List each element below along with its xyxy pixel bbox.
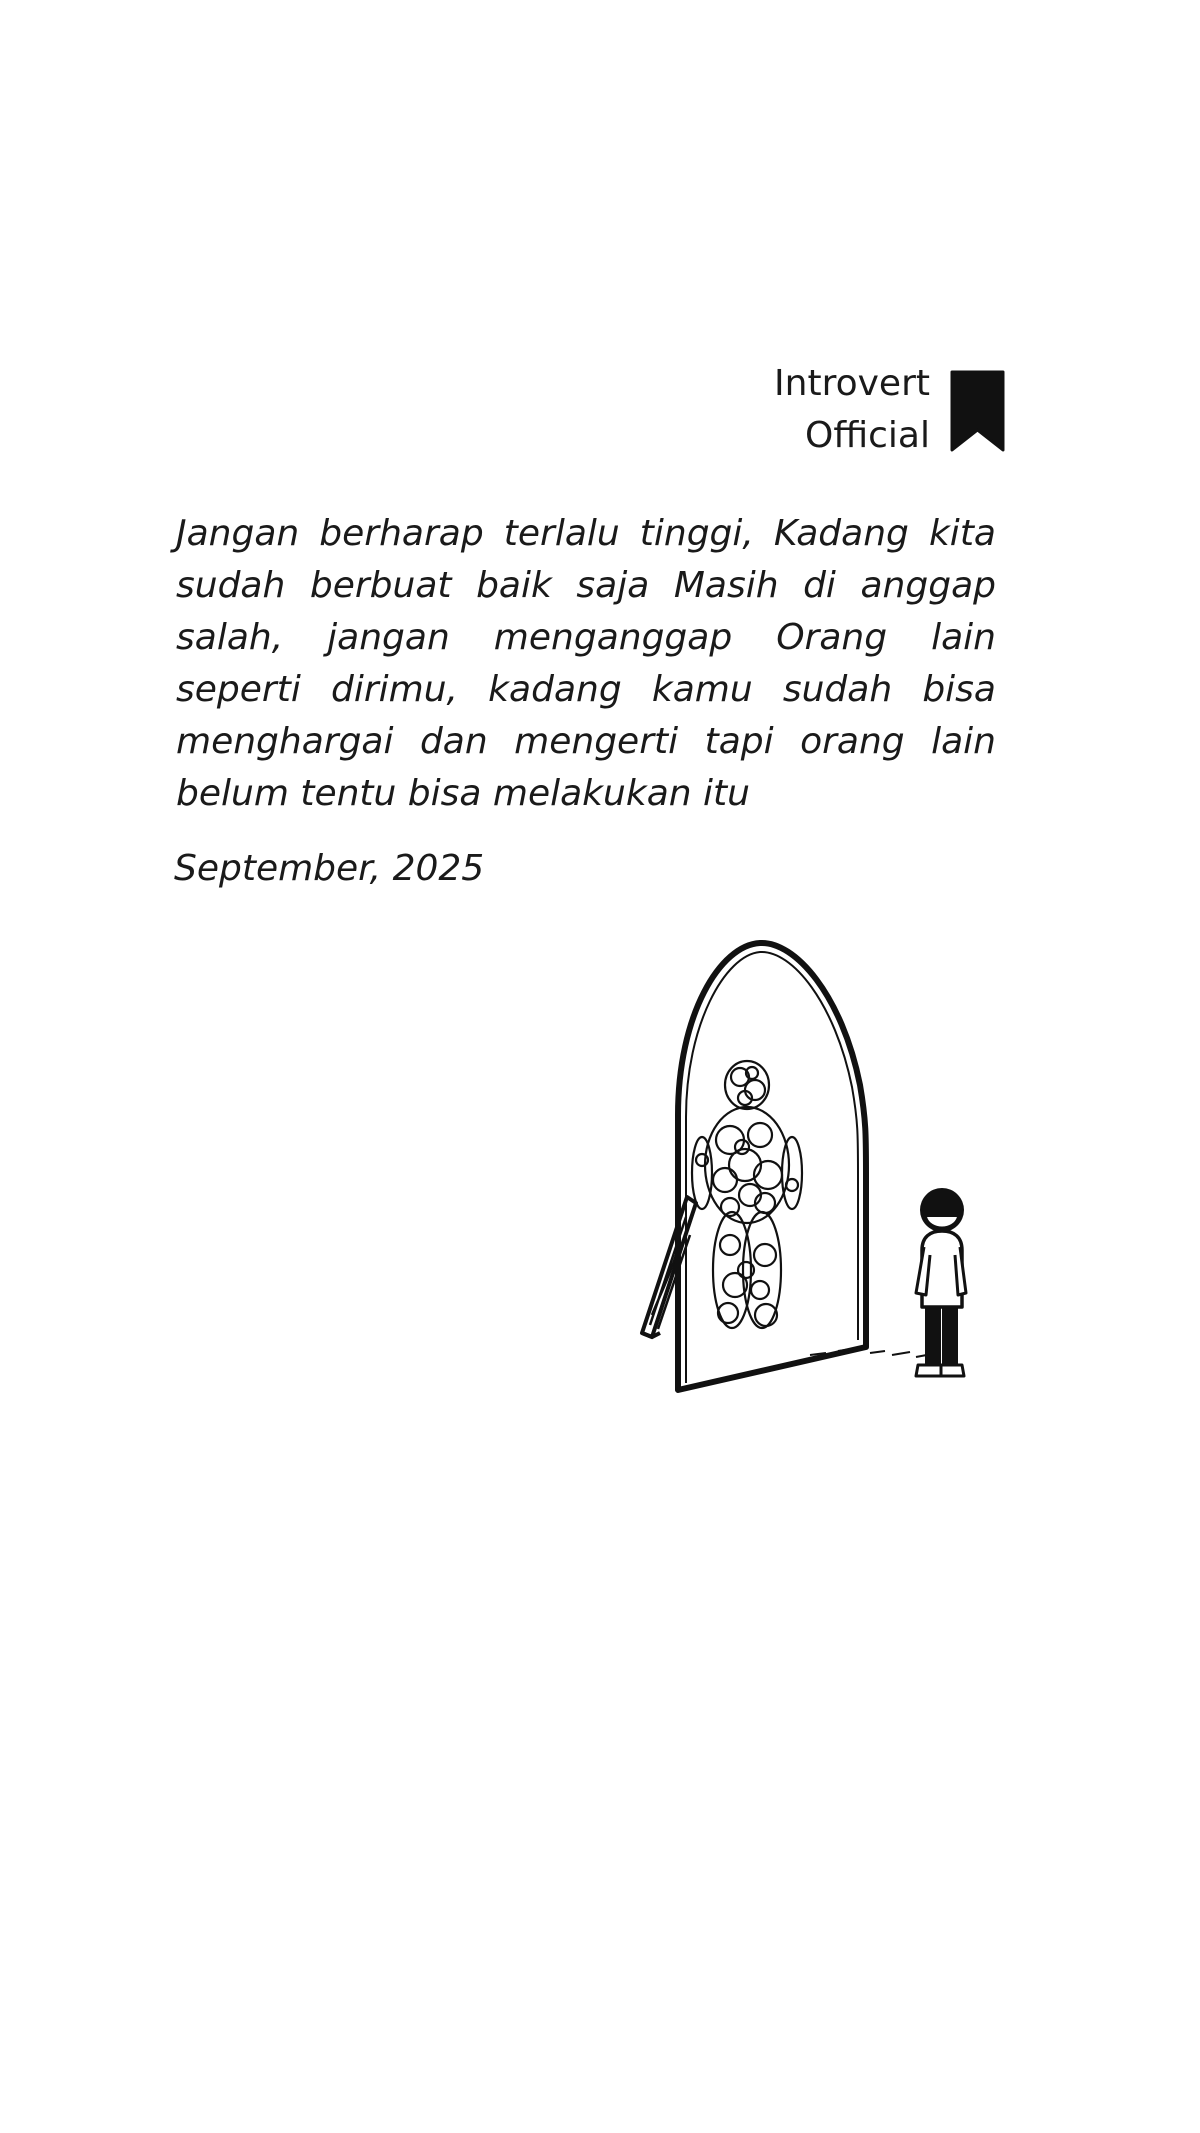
quote-date: September, 2025 [174, 848, 485, 889]
mirror-illustration [580, 935, 1000, 1395]
brand-line-1: Introvert [774, 363, 930, 404]
quote-text: Jangan berharap terlalu tinggi, Kadang kita sudah berbuat baik saja Masih di anggap salah, jangan menganggap Orang lain seperti dirimu, kadang kamu sudah bisa menghargai dan mengerti tapi orang lain belum tentu bisa melakukan itu [176, 513, 996, 814]
brand-line-2: Official [805, 415, 930, 456]
bookmark-icon [950, 370, 1005, 452]
person-figure [916, 1188, 966, 1376]
mirror-stand [642, 1197, 696, 1337]
brand-name [774, 358, 930, 462]
brand-header [700, 358, 1005, 454]
scribble-reflection [692, 1061, 802, 1328]
